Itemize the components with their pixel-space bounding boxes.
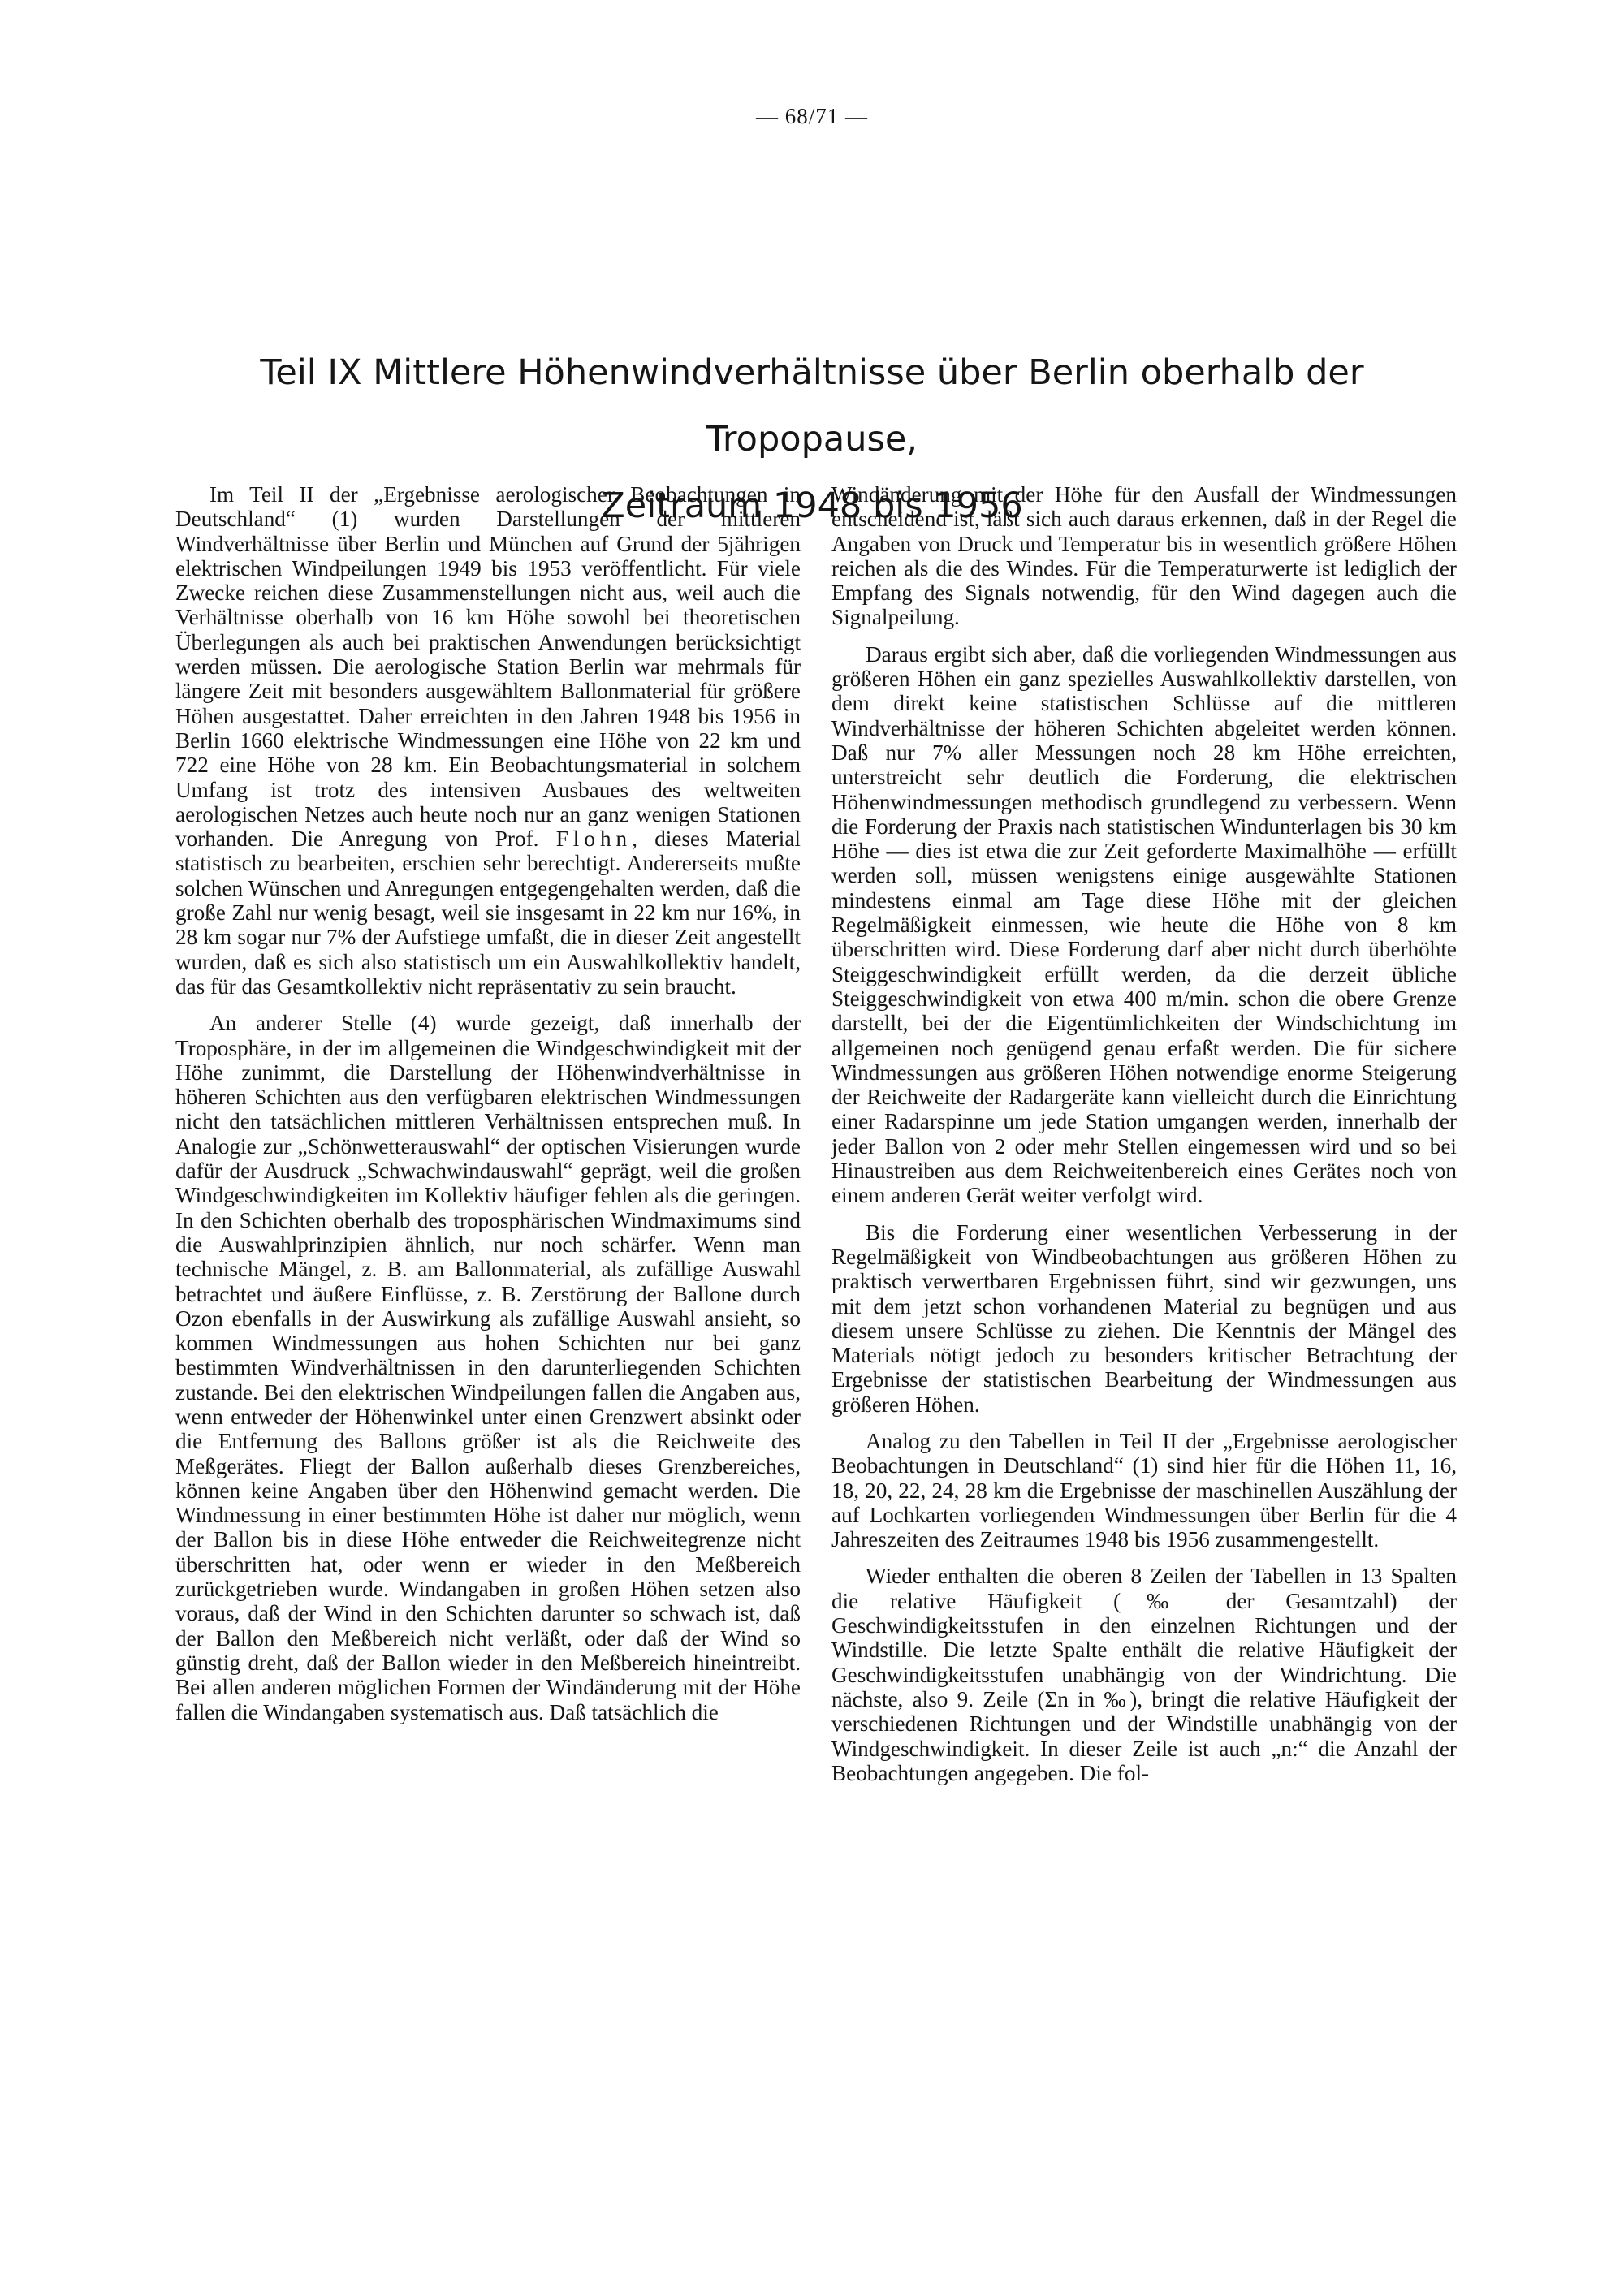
- page-number: — 68/71 —: [755, 104, 868, 128]
- paragraph-2: An anderer Stelle (4) wurde gezeigt, daß innerhalb der Troposphäre, in der im allgemeinen die Windgeschwindigkeit mit der Höhe zunimmt, die Darstellung der Höhenwindverhältnisse in höheren Schichten aus den verfügbaren elektrischen Windmessungen nicht den tatsächlichen mittleren Verhältnissen entsprechen muß. In Analogie zur „Schönwetterauswahl“ der optischen Visierungen wurde dafür der Ausdruck „Schwachwindauswahl“ geprägt, weil die großen Windgeschwindigkeiten im Kollektiv häufiger fehlen als die geringen. In den Schichten oberhalb des troposphärischen Windmaximums sind die Auswahlprinzipien ähnlich, nur noch schärfer. Wenn man technische Mängel, z. B. am Ballonmaterial, als zufällige Auswahl betrachtet und äußere Einflüsse, z. B. Zerstörung der Ballone durch Ozon ebenfalls in der Auswirkung als zufällige Auswahl ansieht, so kommen Windmessungen aus hohen Schichten nur bei ganz bestimmten Windverhältnissen in den darunterliegenden Schichten zustande. Bei den elektrischen Windpeilungen fallen die Angaben aus, wenn entweder der Höhenwinkel unter einen Grenzwert absinkt oder die Entfernung des Ballons größer ist als die Reichweite des Meßgerätes. Fliegt der Ballon außerhalb dieses Grenzbereiches, können keine Angaben über den Höhenwind gemacht werden. Die Windmessung in einer bestimmten Höhe ist daher nur möglich, wenn der Ballon bis in diese Höhe entweder die Reichweitegrenze nicht überschritten hat, oder wenn er wieder in den Meßbereich zurückgetrieben wurde. Windangaben in großen Höhen setzen also voraus, daß der Wind in den Schichten darunter so schwach ist, daß der Ballon den Meßbereich nicht verläßt, oder daß der Wind so günstig dreht, daß der Ballon wieder in den Meßbereich hineintreibt. Bei allen anderen möglichen Formen der Windänderung mit der Höhe fallen die Windangaben systematisch aus. Daß tatsächlich die: [175, 1011, 801, 1724]
- paragraph-1-text-b: , dieses Material statistisch zu bearbeiten, erschien sehr berechtigt. Andererseits mußte solchen Wünschen und Anregungen entgegengehalten werden, daß die große Zahl nur wenig besagt, weil sie insgesamt in 22 km nur 16%, in 28 km sogar nur 7% der Aufstiege umfaßt, die in dieser Zeit angestellt wurden, daß es sich also statistisch um ein Auswahlkollektiv handelt, das für das Gesamtkollektiv nicht repräsentativ zu sein braucht.: [175, 826, 801, 999]
- right-column: [831, 482, 1457, 1798]
- left-column: [175, 482, 801, 1737]
- author-name-flohn: Flohn: [555, 826, 633, 852]
- paragraph-1: [175, 482, 801, 999]
- paragraph-5: Bis die Forderung einer wesentlichen Verbesserung in der Regelmäßigkeit von Windbeobachtungen aus größeren Höhen zu praktisch verwertbaren Ergebnissen führt, sind wir gezwungen, uns mit dem jetzt schon vorhandenen Material zu begnügen und aus diesem unsere Schlüsse zu ziehen. Die Kenntnis der Mängel des Materials nötigt jedoch zu besonders kritischer Betrachtung der Ergebnisse der statistischen Bearbeitung der Windmessungen aus größeren Höhen.: [831, 1219, 1457, 1417]
- paragraph-7: Wieder enthalten die oberen 8 Zeilen der Tabellen in 13 Spalten die relative Häufigkeit (‰ der Gesamtzahl) der Geschwindigkeitsstufen in den einzelnen Richtungen und der Windstille. Die letzte Spalte enthält die relative Häufigkeit der Geschwindigkeitsstufen unabhängig von der Windrichtung. Die nächste, also 9. Zeile (Σn in ‰), bringt die relative Häufigkeit der verschiedenen Richtungen und der Windstille unabhängig von der Windgeschwindigkeit. In dieser Zeile ist auch „n:“ die Anzahl der Beobachtungen angegeben. Die fol-: [831, 1564, 1457, 1785]
- paragraph-6: Analog zu den Tabellen in Teil II der „Ergebnisse aerologischer Beobachtungen in Deutschland“ (1) sind hier für die Höhen 11, 16, 18, 20, 22, 24, 28 km die Ergebnisse der maschinellen Auszählung der auf Lochkarten vorliegenden Windmessungen über Berlin für die 4 Jahreszeiten des Zeitraumes 1948 bis 1956 zusammengestellt.: [831, 1428, 1457, 1552]
- title-line-1: Teil IX Mittlere Höhenwindverhältnisse über Berlin oberhalb der Tropopause,: [260, 352, 1364, 460]
- paragraph-1-text-a: Im Teil II der „Ergebnisse aerologischer Beobachtungen in Deutschland“ (1) wurden Darstellungen der mittleren Windverhältnisse über Berlin und München auf Grund der 5jährigen elektrischen Windpeilungen 1949 bis 1953 veröffentlicht. Für viele Zwecke reichen diese Zusammenstellungen nicht aus, weil auch die Verhältnisse oberhalb von 16 km Höhe sowohl bei theoretischen Überlegungen als auch bei praktischen Anwendungen berücksichtigt werden müssen. Die aerologische Station Berlin war mehrmals für längere Zeit mit besonders ausgewähltem Ballonmaterial für größere Höhen ausgestattet. Daher erreichten in den Jahren 1948 bis 1956 in Berlin 1660 elektrische Windmessungen eine Höhe von 22 km und 722 eine Höhe von 28 km. Ein Beobachtungsmaterial in solchem Umfang ist trotz des intensiven Ausbaues des weltweiten aerologischen Netzes auch heute noch nur an ganz wenigen Stationen vorhanden. Die Anregung von Prof.: [175, 482, 801, 852]
- title-line-2: Zeitraum 1948 bis 1956: [601, 486, 1023, 526]
- paragraph-3-continued: Windänderung mit der Höhe für den Ausfall der Windmessungen entscheidend ist, läßt sich auch daraus erkennen, daß in der Regel die Angaben von Druck und Temperatur bis in wesentlich größere Höhen reichen als die des Windes. Für die Temperaturwerte ist lediglich der Empfang des Signals notwendig, für den Wind dagegen auch die Signalpeilung.: [831, 482, 1457, 630]
- paragraph-4: Daraus ergibt sich aber, daß die vorliegenden Windmessungen aus größeren Höhen ein ganz spezielles Auswahlkollektiv darstellen, von dem direkt keine statistischen Schlüsse auf die mittleren Windverhältnisse der höheren Schichten abgeleitet werden können. Daß nur 7% aller Messungen noch 28 km Höhe erreichten, unterstreicht sehr deutlich die Forderung, die elektrischen Höhenwindmessungen methodisch grundlegend zu verbessern. Wenn die Forderung der Praxis nach statistischen Windunterlagen bis 30 km Höhe — dies ist etwa die zur Zeit geforderte Maximalhöhe — erfüllt werden soll, müssen wenigstens einige ausgewählte Stationen mindestens einmal am Tage diese Höhe mit der gleichen Regelmäßigkeit einmessen, wie heute die Höhe von 8 km überschritten wird. Diese Forderung darf aber nicht durch überhöhte Steiggeschwindigkeit erfüllt werden, da die derzeit übliche Steiggeschwindigkeit von etwa 400 m/min. schon die obere Grenze darstellt, bei der die Eigentümlichkeiten der Windschichtung im allgemeinen noch genügend genau erfaßt werden. Die für sichere Windmessungen aus größeren Höhen notwendige enorme Steigerung der Reichweite der Radargeräte kann vielleicht durch die Einrichtung einer Radarspinne um jede Station umgangen werden, innerhalb der jeder Ballon von 2 oder mehr Stellen eingemessen wird und so bei Hinaustreiben aus dem Reichweitenbereich eines Gerätes noch von einem anderen Gerät weiter verfolgt wird.: [831, 641, 1457, 1208]
